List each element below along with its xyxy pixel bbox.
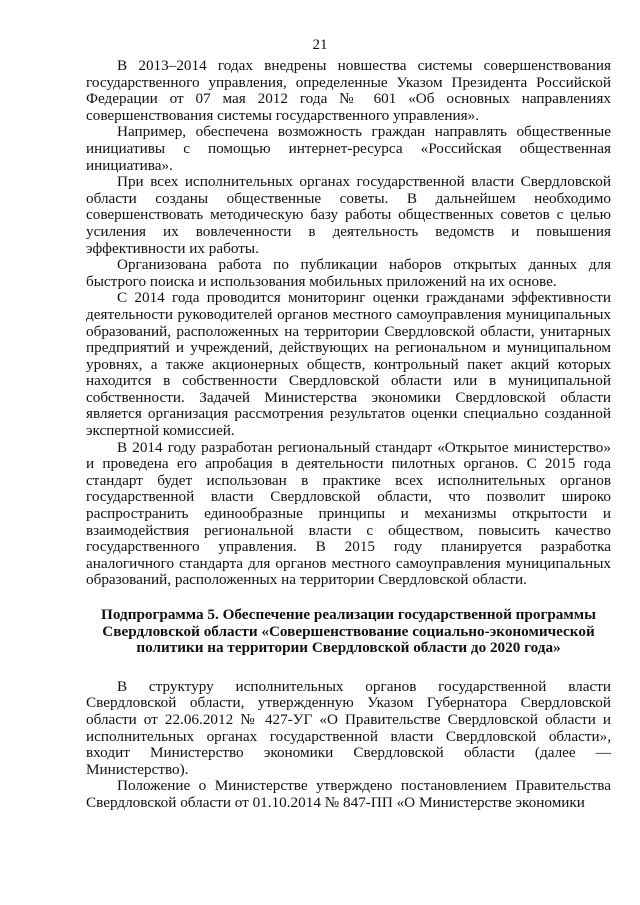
subprogram-heading: [86, 607, 611, 657]
paragraph-open-data: Организована работа по публикации наборов открытых данных для быстрого поиска и использования мобильных приложений на их основе.: [86, 256, 611, 290]
paragraph-public-councils: При всех исполнительных органах государственной власти Свердловской области созданы общественные советы. В дальнейшем необходимо совершенствовать методическую базу работы общественных советов с целью усиления их вовлеченности в деятельность ведомств и повышения эффективности их работы.: [86, 173, 611, 257]
paragraph-ministry-regulation: Положение о Министерстве утверждено постановлением Правительства Свердловской области от 01.10.2014 № 847-ПП «О Министерстве экономики: [86, 777, 611, 811]
subprogram-heading-line-1: Подпрограмма 5. Обеспечение реализации государственной программы: [101, 606, 596, 623]
paragraph-open-ministry-standard: В 2014 году разработан региональный стандарт «Открытое министерство» и проведена его апробация в деятельности пилотных органов. С 2015 года стандарт будет использован в практике всех исполнительных органов государственной власти Свердловской области, что позволит широко распространить единообразные принципы и механизмы открытости и взаимодействия региональной власти с обществом, повысить качество государственного управления. В 2015 году планируется разработка аналогичного стандарта для органов местного самоуправления муниципальных образований, расположенных на территории Свердловской области.: [86, 438, 611, 589]
paragraph-ministry-structure: В структуру исполнительных органов государственной власти Свердловской области, утвержденную Указом Губернатора Свердловской области от 22.06.2012 № 427-УГ «О Правительстве Свердловской области и исполнительных органах государственной власти Свердловской области», входит Министерство экономики Свердловской области (далее — Министерство).: [86, 677, 611, 778]
subprogram-heading-line-3: политики на территории Свердловской области до 2020 года»: [136, 639, 561, 657]
paragraph-public-initiative: Например, обеспечена возможность граждан направлять общественные инициативы с помощью интернет-ресурса «Российская общественная инициатива».: [86, 123, 611, 174]
document-body: [86, 58, 611, 812]
paragraph-monitoring: С 2014 года проводится мониторинг оценки гражданами эффективности деятельности руководителей органов местного самоуправления муниципальных образований, расположенных на территории Свердловской области, унитарных предприятий и учреждений, действующих на региональном и муниципальном уровнях, а также акционерных обществ, контрольный пакет акций которых находится в собственности Свердловской области или в муниципальной собственности. Задачей Министерства экономики Свердловской области является организация рассмотрения результатов оценки специально созданной экспертной комиссией.: [86, 289, 611, 440]
page-number: 21: [312, 37, 328, 53]
subprogram-heading-line-2: Свердловской области «Совершенствование социально-экономической: [102, 622, 595, 640]
paragraph-reforms-2013-2014: В 2013–2014 годах внедрены новшества системы совершенствования государственного управления, определенные Указом Президента Российской Федерации от 07 мая 2012 года № 601 «Об основных направлениях совершенствования системы государственного управления».: [86, 57, 611, 124]
